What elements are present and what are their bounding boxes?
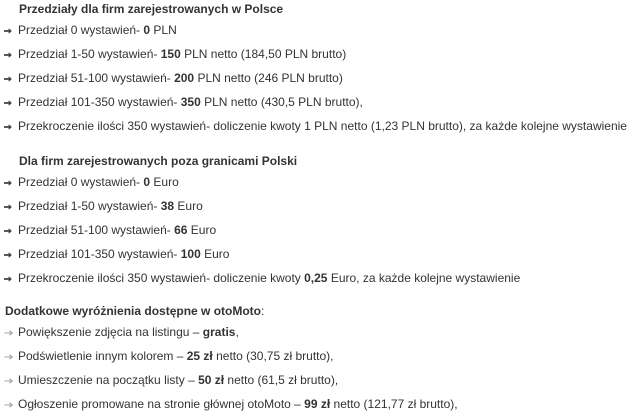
list-item bbox=[0, 90, 639, 114]
item-text-suffix: netto (61,5 zł brutto), bbox=[224, 373, 339, 387]
extras-list bbox=[0, 320, 639, 416]
price-list bbox=[0, 170, 639, 290]
arrow-right-icon bbox=[4, 28, 12, 34]
arrow-right-thin-icon bbox=[4, 330, 13, 336]
item-text: Przedział 1-50 wystawień- bbox=[18, 199, 161, 213]
arrow-right-thin-icon bbox=[4, 354, 13, 360]
item-text: Przekroczenie ilości 350 wystawień- doliczenie kwoty 1 PLN netto (1,23 PLN brutto), za każde kolejne wystawienie bbox=[18, 119, 627, 133]
list-item bbox=[0, 42, 639, 66]
item-price: 25 zł bbox=[186, 349, 213, 363]
item-price: 66 bbox=[174, 223, 188, 237]
extras-section bbox=[0, 302, 639, 416]
list-item bbox=[0, 242, 639, 266]
item-text-suffix: PLN netto (430,5 PLN brutto), bbox=[200, 95, 363, 109]
price-list bbox=[0, 18, 639, 138]
item-text: Przekroczenie ilości 350 wystawień- doliczenie kwoty bbox=[18, 271, 305, 285]
item-text-suffix: PLN netto (246 PLN brutto) bbox=[194, 71, 343, 85]
arrow-right-icon bbox=[4, 52, 12, 58]
item-text: Przedział 101-350 wystawień- bbox=[18, 247, 181, 261]
pricing-section-poland bbox=[0, 0, 639, 138]
arrow-right-icon bbox=[4, 228, 12, 234]
item-price: 350 bbox=[180, 95, 201, 109]
item-price: gratis bbox=[202, 325, 236, 339]
item-text-suffix: Euro, za każde kolejne wystawienie bbox=[327, 271, 521, 285]
item-price: 0 bbox=[143, 23, 151, 37]
arrow-right-thin-icon bbox=[4, 378, 13, 384]
item-text-suffix: Euro bbox=[187, 223, 217, 237]
arrow-right-icon bbox=[4, 252, 12, 258]
list-item bbox=[0, 344, 639, 368]
item-text-suffix: Euro bbox=[200, 247, 230, 261]
item-price: 38 bbox=[160, 199, 175, 213]
section-heading-suffix: : bbox=[261, 304, 265, 318]
arrow-right-thin-icon bbox=[4, 402, 13, 408]
item-text-suffix: PLN bbox=[150, 23, 177, 37]
item-text: Powiększenie zdjęcia na listingu – bbox=[18, 325, 203, 339]
section-heading-text: Przedziały dla firm zarejestrowanych w Polsce bbox=[19, 2, 284, 16]
item-text: Umieszczenie na początku listy – bbox=[18, 373, 199, 387]
list-item bbox=[0, 368, 639, 392]
item-text-suffix: , bbox=[235, 325, 239, 339]
arrow-right-icon bbox=[4, 276, 12, 282]
item-text: Przedział 51-100 wystawień- bbox=[18, 223, 175, 237]
item-text-suffix: netto (121,77 zł brutto), bbox=[330, 397, 458, 411]
list-item bbox=[0, 114, 639, 138]
section-heading-text: Dodatkowe wyróżnienia dostępne w otoMoto bbox=[5, 304, 262, 318]
item-text: Podświetlenie innym kolorem – bbox=[18, 349, 187, 363]
item-price: 150 bbox=[160, 47, 181, 61]
item-text-suffix: Euro bbox=[150, 175, 179, 189]
section-heading-text: Dla firm zarejestrowanych poza granicami Polski bbox=[19, 154, 298, 168]
arrow-right-icon bbox=[4, 204, 12, 210]
list-item bbox=[0, 18, 639, 42]
item-text-suffix: netto (30,75 zł brutto), bbox=[212, 349, 334, 363]
arrow-right-icon bbox=[4, 124, 12, 130]
item-price: 50 zł bbox=[198, 373, 225, 387]
list-item bbox=[0, 66, 639, 90]
item-text: Przedział 0 wystawień- bbox=[18, 23, 144, 37]
item-text: Przedział 101-350 wystawień- bbox=[18, 95, 181, 109]
section-heading bbox=[0, 302, 639, 320]
arrow-right-icon bbox=[4, 76, 12, 82]
pricing-section-abroad bbox=[0, 152, 639, 290]
item-text: Przedział 1-50 wystawień- bbox=[18, 47, 161, 61]
item-price: 100 bbox=[180, 247, 201, 261]
list-item bbox=[0, 320, 639, 344]
item-text-suffix: PLN netto (184,50 PLN brutto) bbox=[180, 47, 347, 61]
arrow-right-icon bbox=[4, 180, 12, 186]
list-item bbox=[0, 218, 639, 242]
section-heading bbox=[0, 152, 639, 170]
list-item bbox=[0, 170, 639, 194]
item-text-suffix: Euro bbox=[174, 199, 203, 213]
item-text: Ogłoszenie promowane na stronie głównej otoMoto – bbox=[18, 397, 305, 411]
item-text: Przedział 51-100 wystawień- bbox=[18, 71, 175, 85]
item-price: 200 bbox=[174, 71, 195, 85]
list-item bbox=[0, 266, 639, 290]
section-heading bbox=[0, 0, 639, 18]
list-item bbox=[0, 194, 639, 218]
item-text: Przedział 0 wystawień- bbox=[18, 175, 144, 189]
item-price: 0 bbox=[143, 175, 151, 189]
item-price: 99 zł bbox=[304, 397, 331, 411]
arrow-right-icon bbox=[4, 100, 12, 106]
list-item bbox=[0, 392, 639, 416]
item-price: 0,25 bbox=[304, 271, 328, 285]
